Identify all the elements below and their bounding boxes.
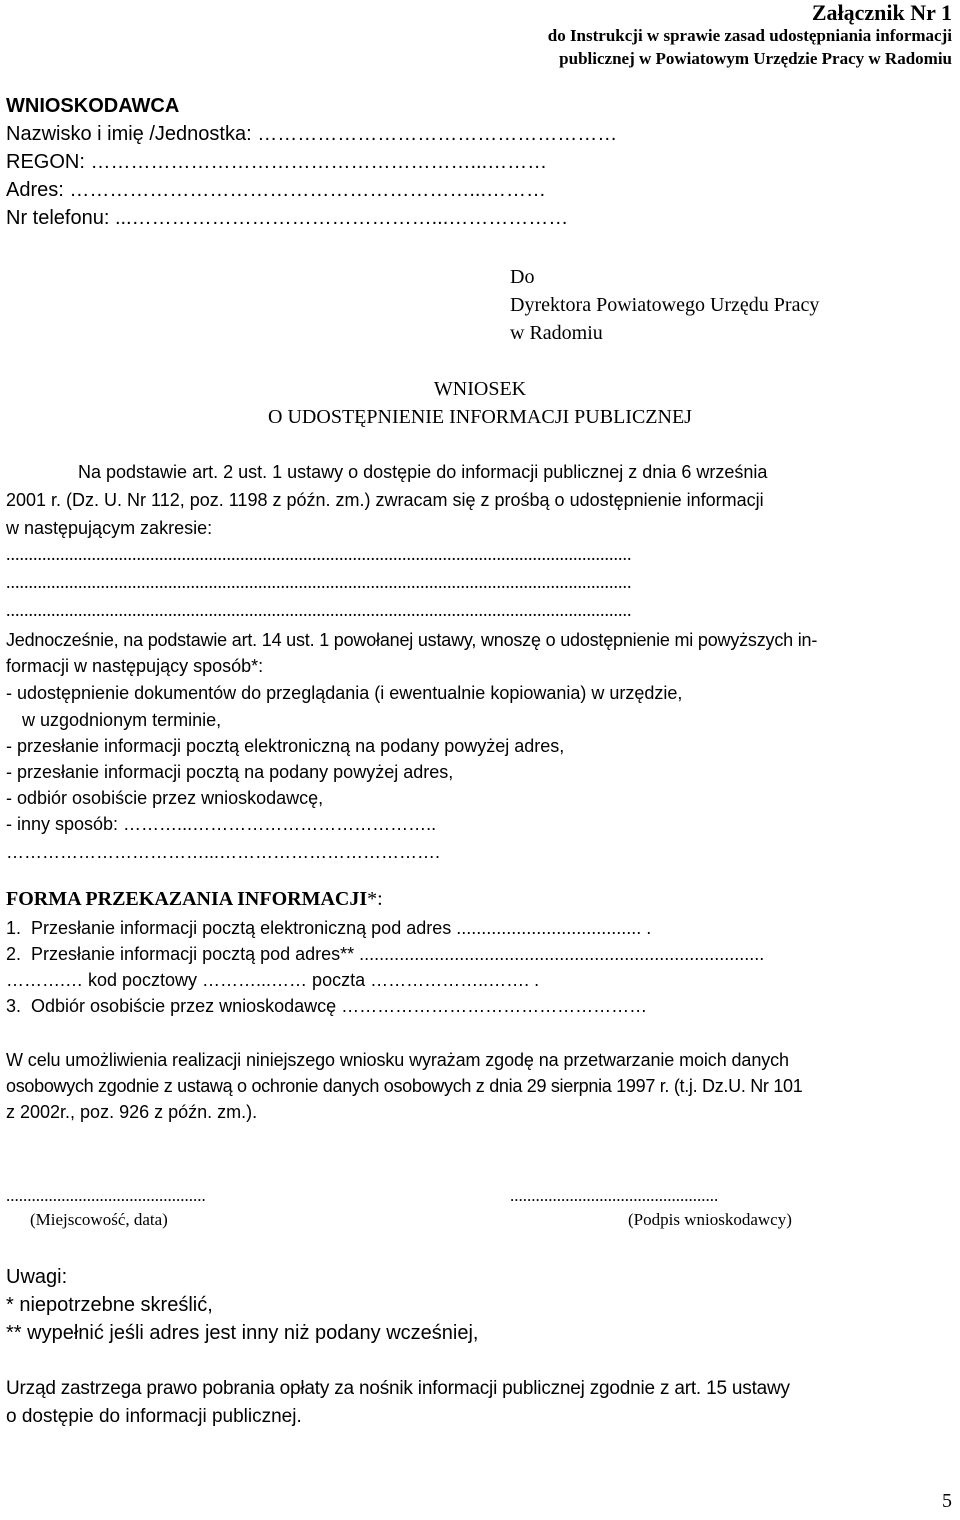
delivery-option-1: - udostępnienie dokumentów do przeglądania (i ewentualnie kopiowania) w urzędzie, [6, 683, 683, 703]
delivery-option-5-cont: ……………………………...………………………………. [6, 842, 441, 862]
recipient-line1: Do [510, 266, 535, 288]
applicant-regon-row: REGON: …………………………………………………...……… [6, 151, 548, 173]
delivery-option-1-cont: w uzgodnionym terminie, [22, 710, 222, 730]
delivery-form-item-1: 1. Przesłanie informacji pocztą elektroniczną pod adres ..................................... . [6, 918, 652, 938]
fee-note-line2: o dostępie do informacji publicznej. [6, 1406, 302, 1427]
place-date-field: ............................................... [6, 1186, 206, 1205]
attachment-subtitle-line1: do Instrukcji w sprawie zasad udostępniania informacji [547, 26, 952, 45]
request-title-line2: O UDOSTĘPNIENIE INFORMACJI PUBLICZNEJ [268, 406, 692, 428]
note-2: ** wypełnić jeśli adres jest inny niż podany wcześniej, [6, 1322, 479, 1344]
attachment-title: Załącznik Nr 1 [811, 0, 952, 25]
delivery-form-heading [6, 888, 383, 911]
delivery-option-4: - odbiór osobiście przez wnioskodawcę, [6, 788, 324, 808]
note-1: * niepotrzebne skreślić, [6, 1294, 213, 1316]
legal-basis-line1: Na podstawie art. 2 ust. 1 ustawy o dostępie do informacji publicznej z dnia 6 września [78, 462, 768, 482]
delivery-option-5: - inny sposób: ………...………………………………….. [6, 814, 437, 834]
signature-label: (Podpis wnioskodawcy) [628, 1210, 792, 1229]
scope-dotted-line-2: ........................................................................................................................................... [6, 572, 632, 592]
delivery-form-item-2: 2. Przesłanie informacji pocztą pod adres** ................................................................................. [6, 944, 765, 964]
consent-line1: W celu umożliwienia realizacji niniejszego wniosku wyrażam zgodę na przetwarzanie moich danych [6, 1050, 789, 1070]
request-title-line1: WNIOSEK [433, 378, 527, 400]
applicant-phone-row: Nr telefonu: ...………………………………………...……………… [6, 207, 569, 229]
applicant-name-row: Nazwisko i imię /Jednostka: ……………………………………………… [6, 123, 618, 145]
fee-note-line1: Urząd zastrzega prawo pobrania opłaty za nośnik informacji publicznej zgodnie z art. 15 ustawy [6, 1378, 790, 1399]
signature-field: ................................................. [510, 1186, 719, 1205]
legal-basis-line3: w następującym zakresie: [6, 518, 213, 538]
delivery-option-3: - przesłanie informacji pocztą na podany powyżej adres, [6, 762, 454, 782]
delivery-form-item-3: 3. Odbiór osobiście przez wnioskodawcę …………………………………………… [6, 996, 648, 1016]
delivery-method-line2: formacji w następujący sposób*: [6, 656, 264, 676]
scope-dotted-line-1: ........................................................................................................................................... [6, 544, 632, 564]
consent-line2: osobowych zgodnie z ustawą o ochronie danych osobowych z dnia 29 sierpnia 1997 r. (t.j. Dz.U. Nr 101 [6, 1076, 803, 1096]
legal-basis-line2: 2001 r. (Dz. U. Nr 112, poz. 1198 z późn. zm.) zwracam się z prośbą o udostępnienie informacji [6, 490, 764, 510]
recipient-line3: w Radomiu [510, 322, 603, 344]
delivery-method-line1: Jednocześnie, na podstawie art. 14 ust. 1 powołanej ustawy, wnoszę o udostępnienie mi powyższych in- [6, 630, 818, 650]
place-date-label: (Miejscowość, data) [30, 1210, 168, 1229]
delivery-form-item-2-cont: ……….… kod pocztowy ………...…… poczta ………………..……. . [6, 970, 540, 990]
notes-heading: Uwagi: [6, 1266, 68, 1288]
applicant-address-row: Adres: ……………………………………………………...……… [6, 179, 547, 201]
applicant-heading: WNIOSKODAWCA [6, 95, 180, 117]
recipient-line2: Dyrektora Powiatowego Urzędu Pracy [510, 294, 820, 316]
delivery-option-2: - przesłanie informacji pocztą elektroniczną na podany powyżej adres, [6, 736, 565, 756]
consent-line3: z 2002r., poz. 926 z późn. zm.). [6, 1102, 258, 1122]
delivery-form-heading-text: FORMA PRZEKAZANIA INFORMACJI [6, 888, 368, 910]
scope-dotted-line-3: ........................................................................................................................................... [6, 600, 632, 620]
attachment-subtitle-line2: publicznej w Powiatowym Urzędzie Pracy w Radomiu [559, 49, 952, 68]
page-number: 5 [942, 1490, 952, 1512]
delivery-form-heading-suffix: *: [367, 888, 383, 910]
